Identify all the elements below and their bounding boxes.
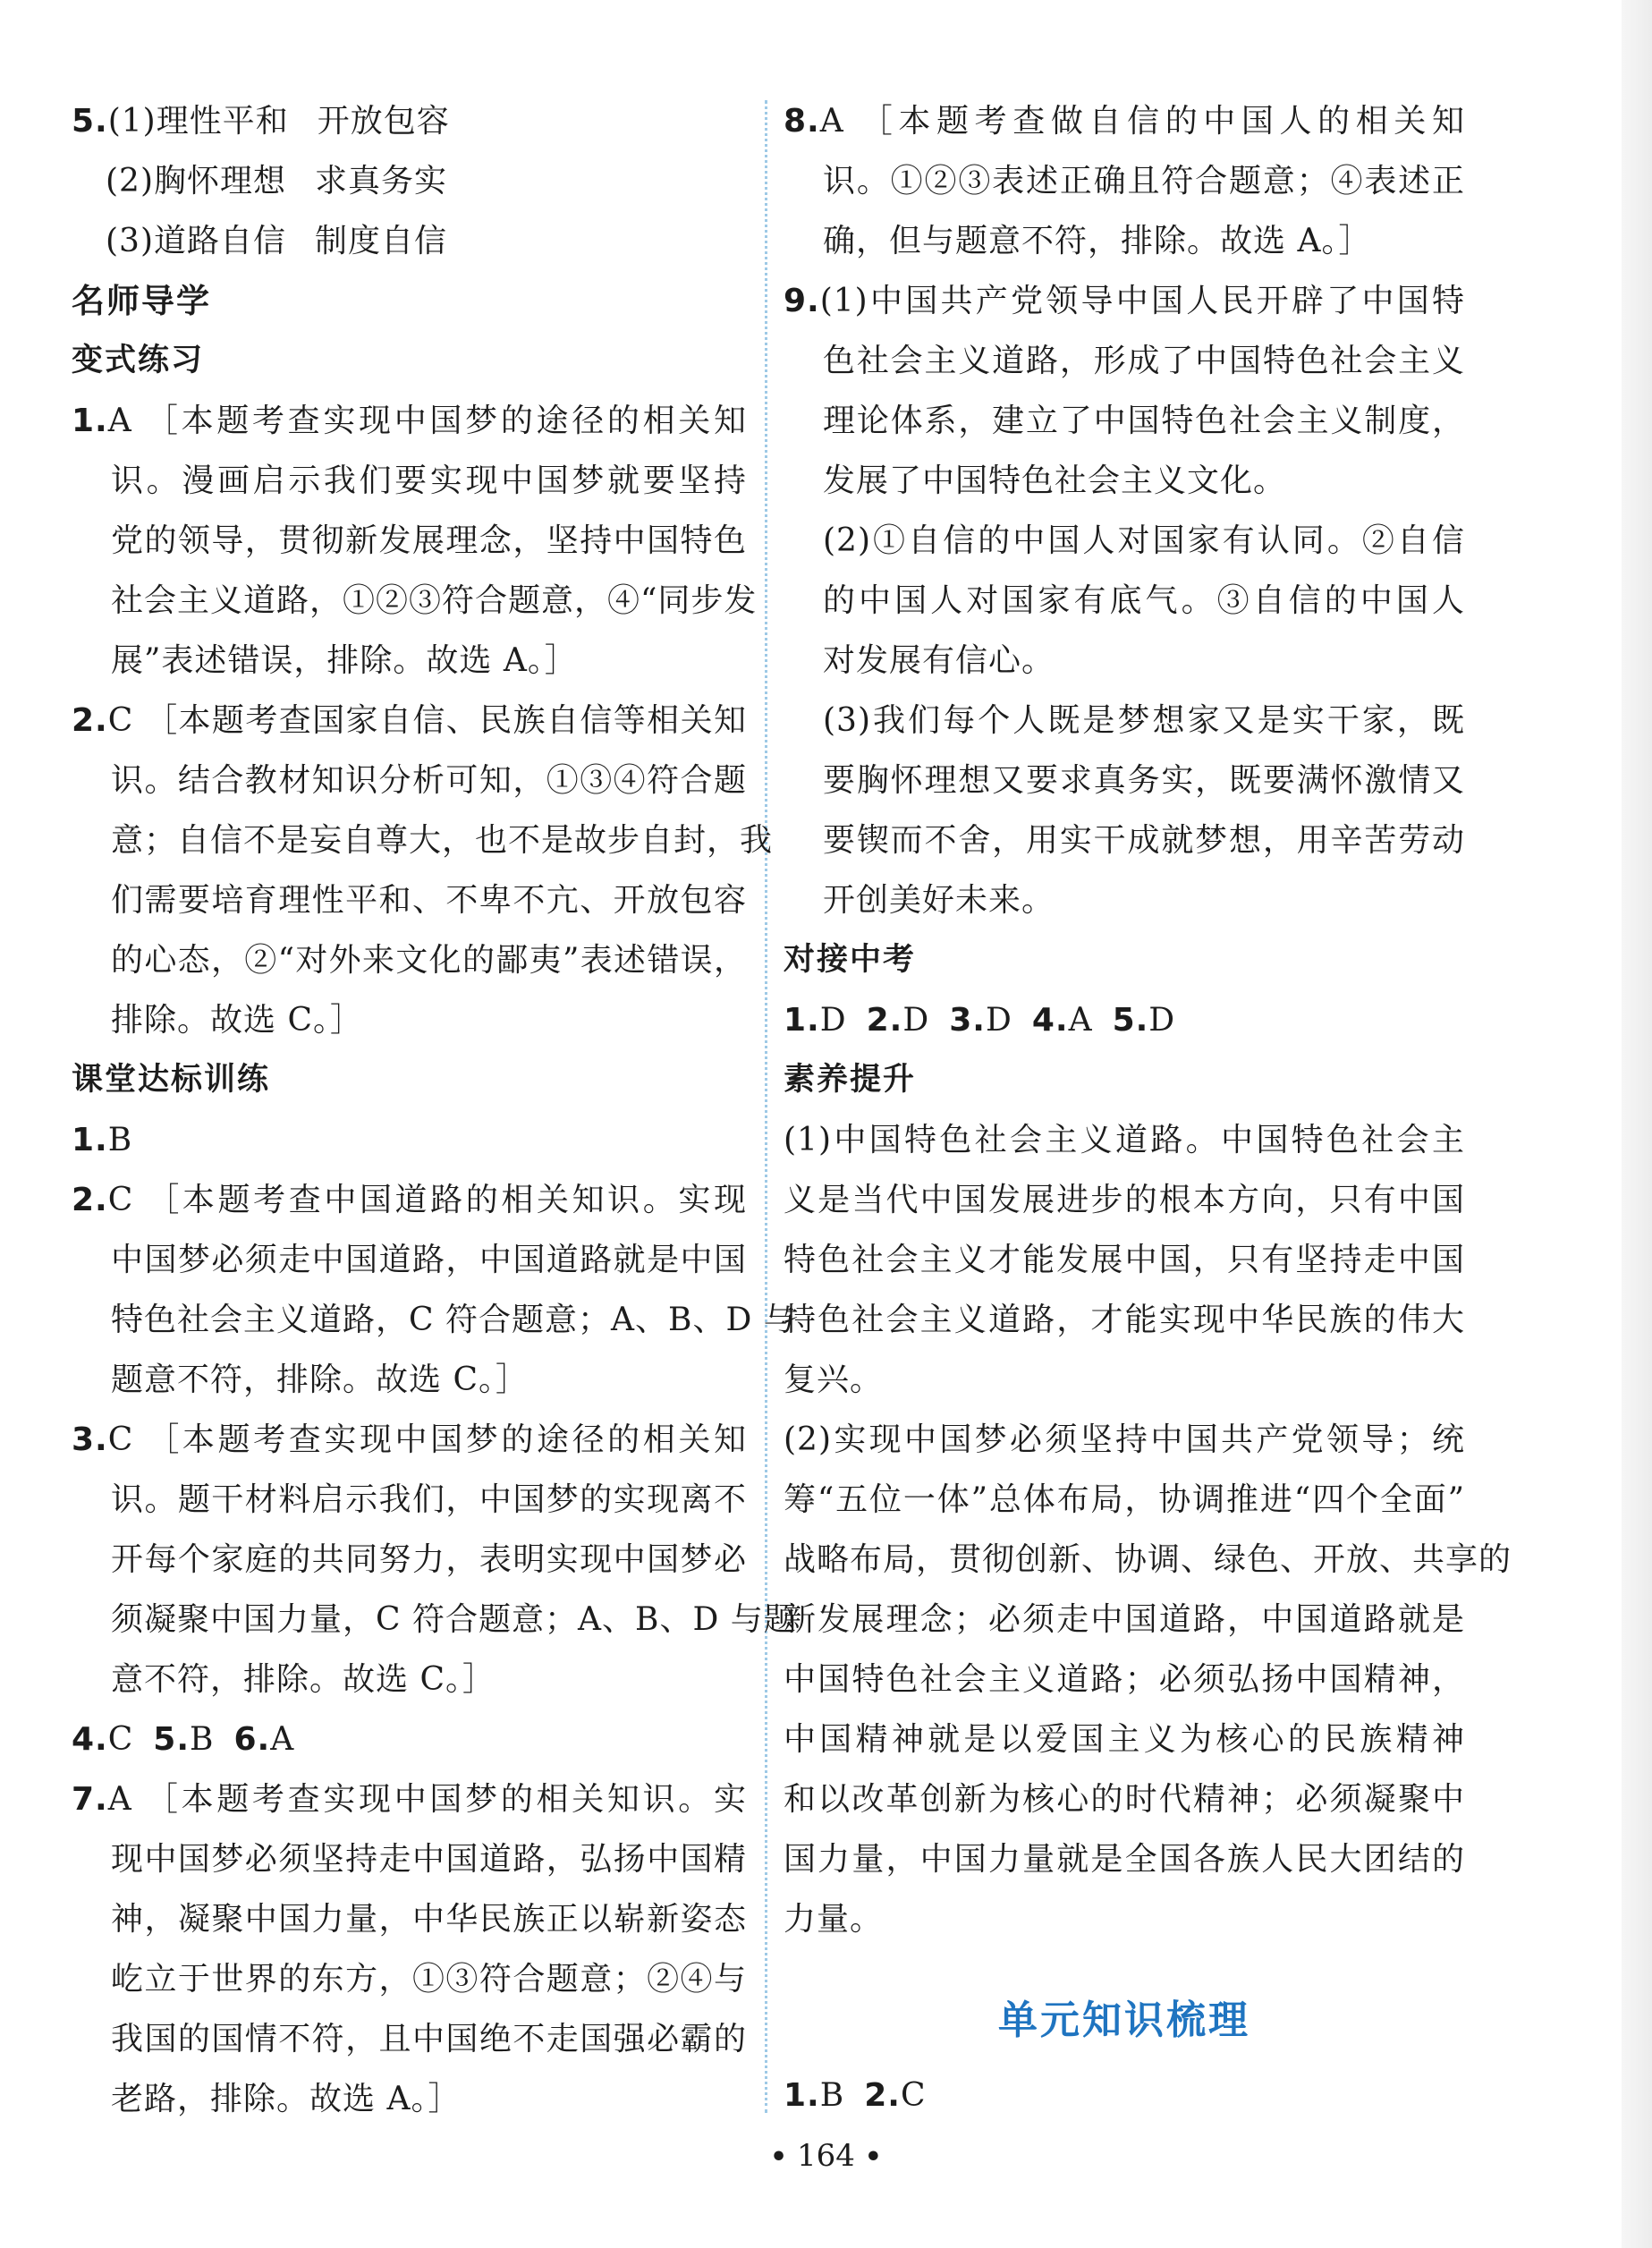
answer-8-line: 识。①②③表述正确且符合题意；④表述正 (823, 163, 1465, 199)
answer-text: A (1068, 1002, 1093, 1039)
literacy-line: (2)实现中国梦必须坚持中国共产党领导；统 (784, 1421, 1465, 1458)
unit-answers-line (784, 2066, 1465, 2125)
answer-number: 5. (1112, 1002, 1149, 1039)
answer-9-line: 开创美好未来。 (823, 882, 1055, 919)
answer-text: A ［本题考查做自信的中国人的相关知 (819, 103, 1465, 140)
literacy-line: 义是当代中国发展进步的根本方向，只有中国 (784, 1182, 1465, 1218)
answer-text: D (1148, 1002, 1176, 1039)
answer-text: B (819, 2077, 845, 2114)
answer-text: B (107, 1122, 133, 1158)
answer-text: A (270, 1721, 295, 1758)
answer-9-line: 色社会主义道路，形成了中国特色社会主义 (823, 343, 1465, 379)
section-heading-exam-link: 对接中考 (784, 942, 917, 978)
literacy-line: 特色社会主义道路，才能实现中华民族的伟大 (784, 1302, 1465, 1338)
page-edge-shadow (1622, 0, 1652, 2248)
answer-9-line: (2)①自信的中国人对国家有认同。②自信 (823, 522, 1465, 559)
literacy-line: 和以改革创新为核心的时代精神；必须凝聚中 (784, 1781, 1465, 1818)
answer-text: D (902, 1002, 930, 1039)
answer-number: 2. (864, 2077, 901, 2114)
left-column (72, 91, 797, 2129)
answer-8-line (784, 91, 1465, 151)
literacy-line: 国力量，中国力量就是全国各族人民大团结的 (784, 1841, 1465, 1878)
class-7-line: 老路，排除。故选 A。］ (111, 2081, 462, 2117)
answer-text: C ［本题考查国家自信、民族自信等相关知 (107, 702, 747, 739)
section-heading-literacy: 素养提升 (784, 1062, 917, 1098)
page-number-text: 164 (797, 2138, 855, 2174)
answer-text: A ［本题考查实现中国梦的途径的相关知 (107, 403, 747, 439)
answer-9-line (784, 271, 1465, 331)
section-heading-class-training: 课堂达标训练 (72, 1062, 271, 1098)
variant-1-line: 识。漫画启示我们要实现中国梦就要坚持 (111, 462, 747, 499)
answer-number: 5. (153, 1721, 191, 1758)
answer-text: (2)胸怀理想 (106, 163, 286, 199)
class-7-line (72, 1769, 747, 1829)
answer-number: 8. (784, 103, 820, 140)
answer-5-line-2 (72, 151, 747, 211)
answer-text: A ［本题考查实现中国梦的相关知识。实 (107, 1781, 747, 1818)
answer-number: 3. (72, 1421, 108, 1458)
answer-number: 2. (72, 1182, 108, 1218)
class-3-line: 须凝聚中国力量，C 符合题意；A、B、D 与题 (111, 1601, 797, 1638)
variant-2-line: 识。结合教材知识分析可知，①③④符合题 (111, 762, 747, 799)
class-3-line: 开每个家庭的共同努力，表明实现中国梦必 (111, 1541, 747, 1578)
class-3-line: 识。题干材料启示我们，中国梦的实现离不 (111, 1481, 747, 1518)
section-heading-variant-practice: 变式练习 (72, 343, 205, 378)
class-3-line: 意不符，排除。故选 C。］ (111, 1661, 496, 1698)
unit-review-title: 单元知识梳理 (998, 1998, 1250, 2043)
literacy-line: (1)中国特色社会主义道路。中国特色社会主 (784, 1122, 1465, 1158)
answer-text: (1)理性平和 (107, 103, 289, 140)
answer-text: C ［本题考查实现中国梦的途径的相关知 (107, 1421, 747, 1458)
answer-9-line: 发展了中国特色社会主义文化。 (823, 462, 1287, 499)
class-2-line: 中国梦必须走中国道路，中国道路就是中国 (111, 1242, 747, 1278)
variant-2-line: 的心态，②“对外来文化的鄙夷”表述错误， (111, 942, 747, 979)
answer-number: 4. (1031, 1002, 1069, 1039)
bullet-dot-icon: • (770, 2142, 788, 2173)
literacy-line: 中国精神就是以爱国主义为核心的民族精神 (784, 1721, 1465, 1758)
answer-number: 6. (233, 1721, 271, 1758)
answer-number: 2. (866, 1002, 903, 1039)
literacy-line: 特色社会主义才能发展中国，只有坚持走中国 (784, 1242, 1465, 1278)
literacy-line: 筹“五位一体”总体布局，协调推进“四个全面” (784, 1481, 1465, 1518)
variant-2-line: 意；自信不是妄自尊大，也不是故步自封，我 (111, 822, 774, 859)
variant-1-line: 展”表述错误，排除。故选 A。］ (111, 642, 578, 679)
bullet-dot-icon: • (864, 2142, 882, 2173)
answer-number: 1. (784, 1002, 820, 1039)
class-7-line: 现中国梦必须坚持走中国道路，弘扬中国精 (111, 1841, 747, 1878)
column-divider (765, 100, 767, 2113)
answer-number: 1. (72, 403, 108, 439)
answer-8-line: 确，但与题意不符，排除。故选 A。］ (823, 223, 1372, 259)
answer-text: C ［本题考查中国道路的相关知识。实现 (107, 1182, 747, 1218)
answer-text: C (900, 2077, 927, 2114)
class-3-line (72, 1410, 747, 1470)
class-7-line: 屹立于世界的东方，①③符合题意；②④与 (111, 1961, 747, 1998)
answer-number: 1. (784, 2077, 820, 2114)
page-number (0, 2138, 1652, 2174)
answer-text: B (190, 1721, 215, 1758)
class-2-line (72, 1170, 747, 1230)
answer-number: 5. (72, 103, 108, 140)
answer-9-line: 要胸怀理想又要求真务实，既要满怀激情又 (823, 762, 1465, 799)
answer-text: D (819, 1002, 847, 1039)
literacy-line: 战略布局，贯彻创新、协调、绿色、开放、共享的 (784, 1541, 1512, 1578)
literacy-line: 新发展理念；必须走中国道路，中国道路就是 (784, 1601, 1465, 1638)
answer-text: 开放包容 (317, 103, 450, 140)
answer-number: 2. (72, 702, 108, 739)
answer-text: D (985, 1002, 1012, 1039)
section-heading-teacher-guide: 名师导学 (72, 282, 211, 320)
answer-5-line-3 (72, 211, 747, 271)
class-7-line: 我国的国情不符，且中国绝不走国强必霸的 (111, 2021, 747, 2057)
answer-text: C (107, 1721, 134, 1758)
answer-5-line-1 (72, 91, 747, 151)
answer-9-line: 对发展有信心。 (823, 642, 1055, 679)
answer-text: 制度自信 (315, 223, 448, 259)
answer-number: 3. (949, 1002, 986, 1039)
variant-1-line: 党的领导，贯彻新发展理念，坚持中国特色 (111, 522, 747, 559)
class-1-line (72, 1110, 747, 1170)
answer-9-line: 要锲而不舍，用实干成就梦想，用辛苦劳动 (823, 822, 1465, 859)
class-2-line: 特色社会主义道路，C 符合题意；A、B、D 与 (111, 1302, 797, 1338)
answer-number: 9. (784, 283, 820, 319)
class-7-line: 神，凝聚中国力量，中华民族正以崭新姿态 (111, 1901, 747, 1938)
answer-text: 求真务实 (315, 163, 448, 199)
class-4-6-line (72, 1709, 747, 1769)
answer-9-line: 理论体系，建立了中国特色社会主义制度， (823, 403, 1465, 439)
exam-answers-line (784, 990, 1465, 1050)
class-2-line: 题意不符，排除。故选 C。］ (111, 1362, 529, 1398)
answer-number: 4. (72, 1721, 108, 1758)
variant-2-line: 们需要培育理性平和、不卑不亢、开放包容 (111, 882, 747, 919)
variant-2-line (72, 691, 747, 751)
variant-1-line (72, 391, 747, 451)
answer-text: (1)中国共产党领导中国人民开辟了中国特 (819, 283, 1465, 319)
literacy-line: 中国特色社会主义道路；必须弘扬中国精神， (784, 1661, 1465, 1698)
right-column (784, 91, 1512, 2125)
answer-number: 7. (72, 1781, 108, 1818)
variant-2-line: 排除。故选 C。］ (111, 1002, 363, 1039)
answer-text: (3)道路自信 (106, 223, 286, 259)
variant-1-line: 社会主义道路，①②③符合题意，④“同步发 (111, 582, 758, 619)
literacy-line: 复兴。 (784, 1362, 884, 1398)
answer-number: 1. (72, 1122, 108, 1158)
literacy-line: 力量。 (784, 1901, 884, 1938)
answer-9-line: (3)我们每个人既是梦想家又是实干家，既 (823, 702, 1465, 739)
answer-9-line: 的中国人对国家有底气。③自信的中国人 (823, 582, 1465, 619)
